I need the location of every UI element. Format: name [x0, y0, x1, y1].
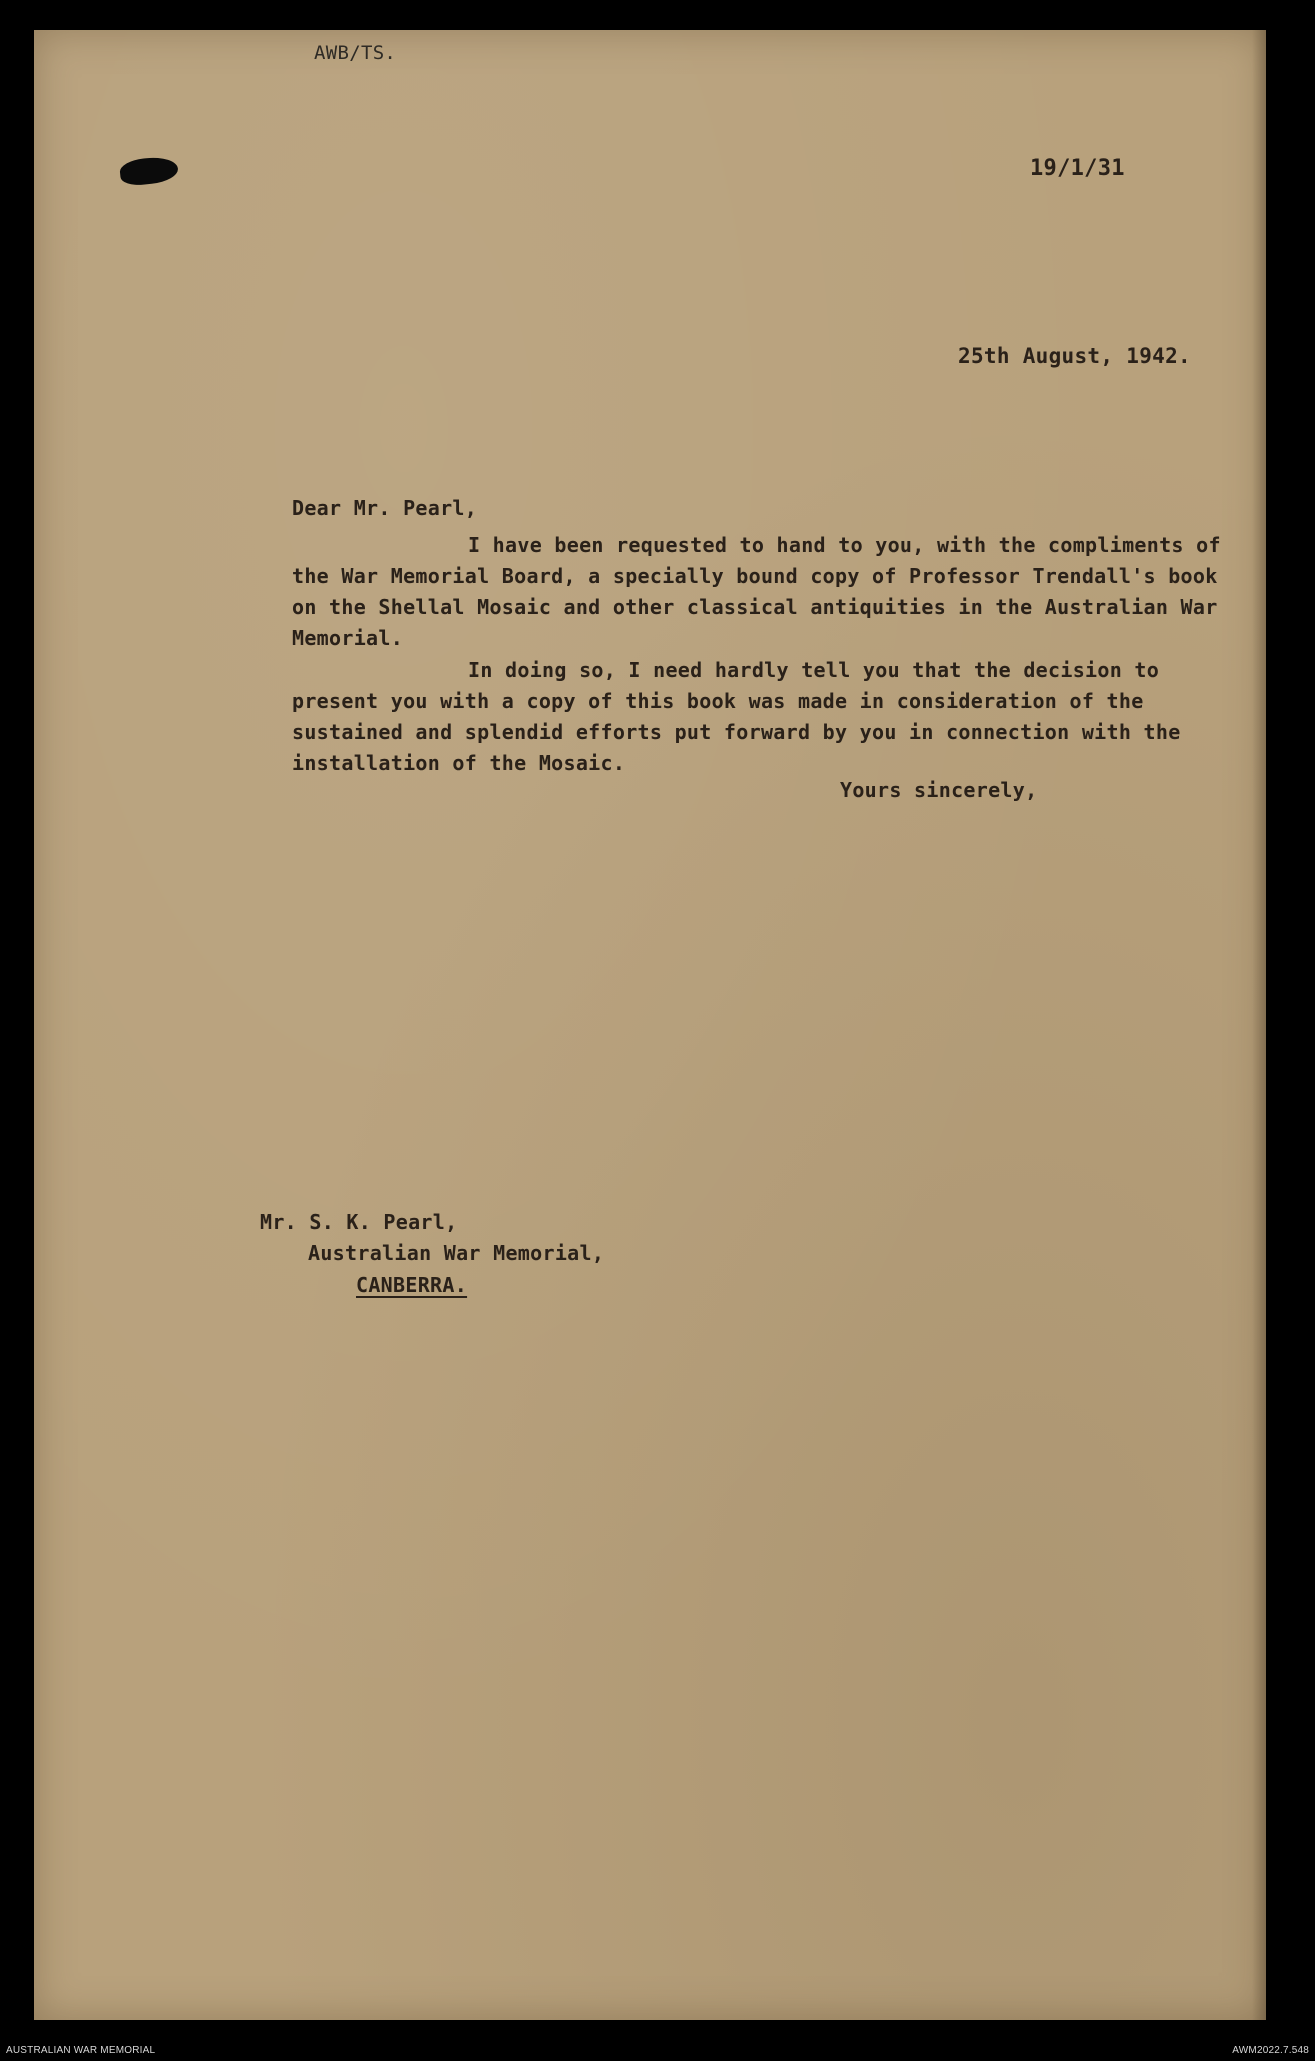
- addressee-organisation: Australian War Memorial,: [308, 1241, 605, 1265]
- body-paragraph: [292, 530, 1252, 654]
- paragraph-text: I have been requested to hand to you, with the compliments of the War Memorial Board, a specially bound copy of Professor Trendall's book on the Shellal Mosaic and other classical antiquities in the Australian War Memorial.: [292, 533, 1221, 650]
- addressee-name: Mr. S. K. Pearl,: [260, 1210, 458, 1234]
- closing: Yours sincerely,: [840, 778, 1038, 802]
- reference-code: AWB/TS.: [314, 42, 397, 64]
- punch-hole-mark: [119, 155, 179, 187]
- body-paragraph: [292, 655, 1252, 779]
- letter-date: 25th August, 1942.: [958, 344, 1191, 368]
- file-number: 19/1/31: [1030, 156, 1125, 181]
- paragraph-text: In doing so, I need hardly tell you that the decision to present you with a copy of this book was made in consideration of the sustained and splendid efforts put forward by you in connection with the installation of the Mosaic.: [292, 658, 1181, 775]
- paper-edge: [1252, 30, 1266, 2020]
- footer-item-id: AWM2022.7.548: [1232, 2045, 1309, 2056]
- letter-page: [34, 30, 1266, 2020]
- salutation: Dear Mr. Pearl,: [292, 496, 478, 520]
- addressee-city: CANBERRA.: [356, 1273, 468, 1297]
- footer-institution: AUSTRALIAN WAR MEMORIAL: [6, 2045, 156, 2056]
